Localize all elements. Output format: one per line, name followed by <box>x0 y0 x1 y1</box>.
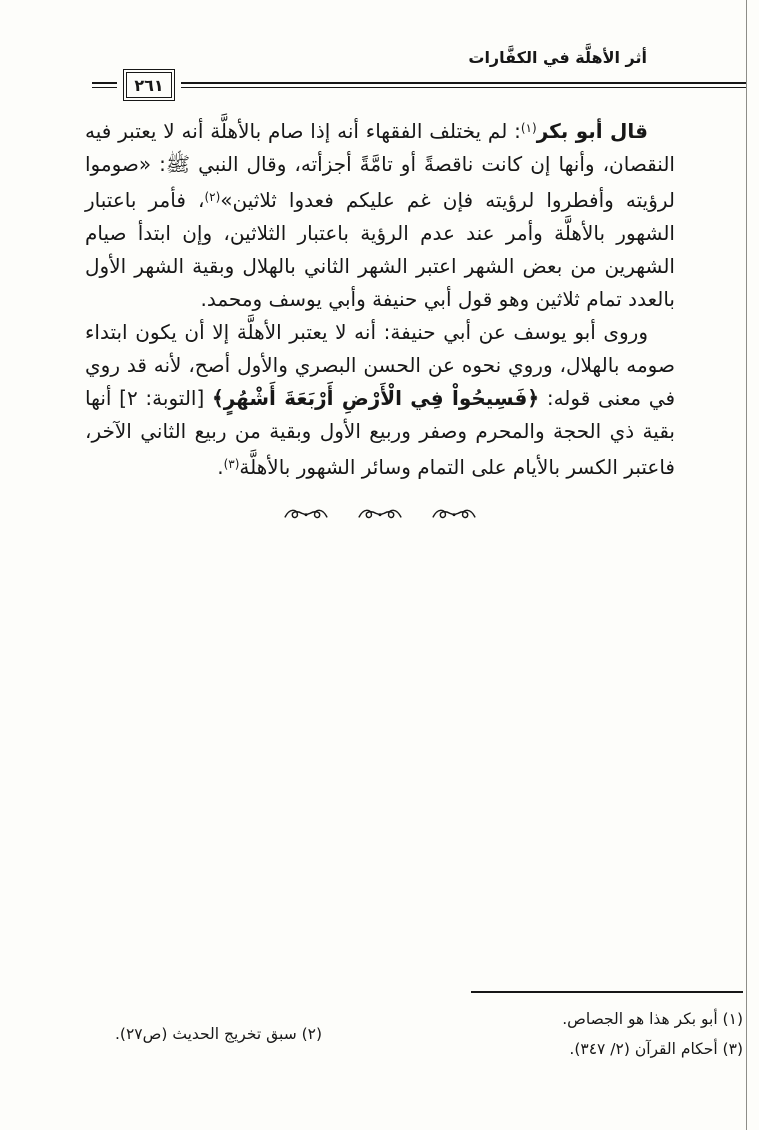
paragraph-text: : لم يختلف الفقهاء أنه إذا صام بالأهلَّة أنه لا يعتبر فيه النقصان، وأنها إن كانت ناقصةً أو تامَّةً أجزأته، وقال النبي ﷺ: «صوموا لرؤيته وأفطروا لرؤيته فإن غم عليكم فعدوا ثلاثين» <box>85 119 675 212</box>
footnotes <box>115 1004 743 1064</box>
footnote-item: (٣) أحكام القرآن (٢/ ٣٤٧). <box>569 1040 743 1058</box>
page-edge-line <box>746 0 747 1130</box>
ornament-icon <box>283 506 329 522</box>
footnote-item: (١) أبو بكر هذا هو الجصاص. <box>562 1010 743 1028</box>
paragraph-2 <box>85 316 675 484</box>
page-number: ٢٦١ <box>134 75 164 95</box>
footnote-ref-3: (٣) <box>223 457 240 471</box>
header-rule-line <box>181 82 746 88</box>
header-rule-left-segment <box>92 82 117 88</box>
footnote-column-left <box>115 1019 322 1049</box>
footnote-separator-line <box>471 991 743 993</box>
paragraph-text: ، فأمر باعتبار الشهور بالأهلَّة وأمر عند عدم الرؤية باعتبار الثلاثين، وإن ابتدأ صيام الشهرين من بعض الشهر اعتبر الشهر الثاني بالهلال وبقية الشهر الأول بالعدد تمام ثلاثين وهو قول أبي حنيفة وأبي يوسف ومحمد. <box>85 188 675 311</box>
page-number-box <box>126 72 172 98</box>
header-rule <box>0 68 746 102</box>
ornament-icon <box>431 506 477 522</box>
paragraph-text: [التوبة: ٢] أنها بقية ذي الحجة والمحرم وصفر وربيع الأول وبقية من ربيع الثاني الآخر، فاعتبر الكسر بالأيام على التمام وسائر الشهور بالأهلَّة <box>85 386 675 479</box>
section-separator <box>85 506 675 522</box>
page-header-title: أثر الأهلَّة في الكفَّارات <box>468 48 647 67</box>
speaker-lead: قال أبو بكر <box>536 119 648 143</box>
ornament-icon <box>357 506 403 522</box>
footnote-column-right <box>562 1004 743 1064</box>
main-text <box>85 112 675 522</box>
paragraph-text: . <box>217 455 224 479</box>
quran-verse: ﴿فَسِيحُواْ فِي الْأَرْضِ أَرْبَعَةَ أَشْهُرٍ﴾ <box>212 386 540 410</box>
footnote-ref-1: (١) <box>520 121 537 135</box>
footnote-ref-2: (٢) <box>204 190 221 204</box>
footnote-item: (٢) سبق تخريج الحديث (ص٢٧). <box>115 1025 323 1043</box>
paragraph-text: وروى أبو يوسف عن أبي حنيفة: أنه لا يعتبر الأهلَّة إلا أن يكون ابتداء صومه بالهلال، وروي نحوه عن الحسن البصري والأول أصح، لأنه قد روي في معنى قوله: <box>85 320 675 410</box>
paragraph-1 <box>85 112 675 316</box>
